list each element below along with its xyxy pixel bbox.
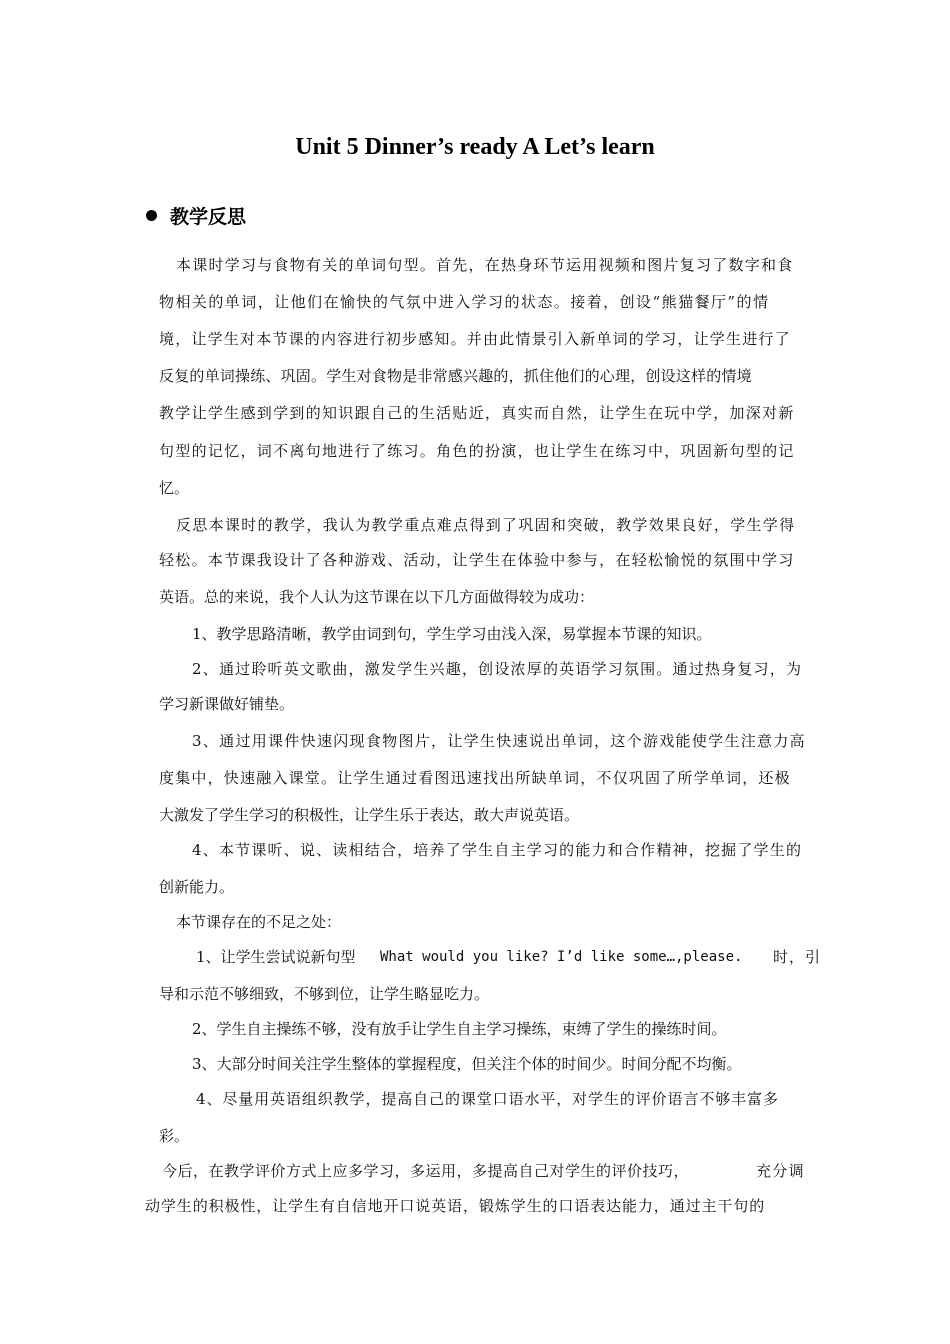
text-line: 忆。: [159, 479, 190, 497]
text-line: 学习新课做好铺垫。: [159, 695, 295, 713]
text-line: 大激发了学生学习的积极性，让学生乐于表达，敢大声说英语。: [159, 806, 580, 824]
text-line: 轻松。本节课我设计了各种游戏、活动，让学生在体验中参与，在轻松愉悦的氛围中学习: [159, 551, 795, 569]
example-sentence: What would you like? I’d like some…,please.: [380, 949, 743, 965]
list-item: 4、本节课听、说、读相结合，培养了学生自主学习的能力和合作精神，挖掘了学生的: [192, 841, 803, 859]
document-title: Unit 5 Dinner’s ready A Let’s learn: [295, 134, 655, 160]
list-item: 3、通过用课件快速闪现食物图片，让学生快速说出单词，这个游戏能使学生注意力高: [192, 732, 806, 750]
list-item: 2、学生自主操练不够，没有放手让学生自主学习操练，束缚了学生的操练时间。: [192, 1020, 727, 1038]
text-line: 导和示范不够细致，不够到位，让学生略显吃力。: [159, 985, 490, 1003]
text-line: 本节课存在的不足之处：: [176, 913, 342, 931]
text-line: 本课时学习与食物有关的单词句型。首先，在热身环节运用视频和图片复习了数字和食: [176, 256, 794, 274]
text-line: 英语。总的来说，我个人认为这节课在以下几方面做得较为成功：: [159, 588, 595, 606]
list-item: 4、尽量用英语组织教学，提高自己的课堂口语水平，对学生的评价语言不够丰富多: [196, 1090, 779, 1108]
text-line: 时，引: [773, 948, 822, 966]
section-heading-text: 教学反思: [170, 206, 247, 228]
list-item: 3、大部分时间关注学生整体的掌握程度，但关注个体的时间少。时间分配不均衡。: [192, 1055, 742, 1073]
text-line: 创新能力。: [159, 878, 235, 896]
text-line: 反思本课时的教学，我认为教学重点难点得到了巩固和突破，教学效果良好，学生学得: [176, 516, 796, 534]
list-item: 1、教学思路清晰，教学由词到句，学生学习由浅入深，易掌握本节课的知识。: [192, 625, 712, 643]
text-line: 境，让学生对本节课的内容进行初步感知。并由此情景引入新单词的学习，让学生进行了: [159, 330, 791, 348]
list-item: 1、让学生尝试说新句型: [196, 948, 356, 966]
list-item: 2、通过聆听英文歌曲，激发学生兴趣，创设浓厚的英语学习氛围。通过热身复习，为: [192, 660, 803, 678]
text-line: 度集中，快速融入课堂。让学生通过看图迅速找出所缺单词，不仅巩固了所学单词，还极: [159, 769, 791, 787]
bullet-icon: [146, 210, 157, 221]
text-line: 物相关的单词，让他们在愉快的气氛中进入学习的状态。接着，创设“熊猫餐厅”的情: [159, 293, 770, 311]
text-line: 句型的记忆，词不离句地进行了练习。角色的扮演，也让学生在练习中，巩固新句型的记: [159, 442, 795, 460]
text-line: 教学让学生感到学到的知识跟自己的生活贴近，真实而自然，让学生在玩中学，加深对新: [159, 404, 795, 422]
text-line: 充分调: [756, 1162, 805, 1180]
text-line: 彩。: [159, 1127, 190, 1145]
section-heading: [146, 202, 246, 229]
text-line: 今后，在教学评价方式上应多学习，多运用，多提高自己对学生的评价技巧，: [162, 1162, 690, 1180]
text-line: 反复的单词操练、巩固。学生对食物是非常感兴趣的，抓住他们的心理，创设这样的情境: [159, 367, 752, 385]
text-line: 动学生的积极性，让学生有自信地开口说英语，锻炼学生的口语表达能力，通过主干句的: [145, 1197, 766, 1215]
